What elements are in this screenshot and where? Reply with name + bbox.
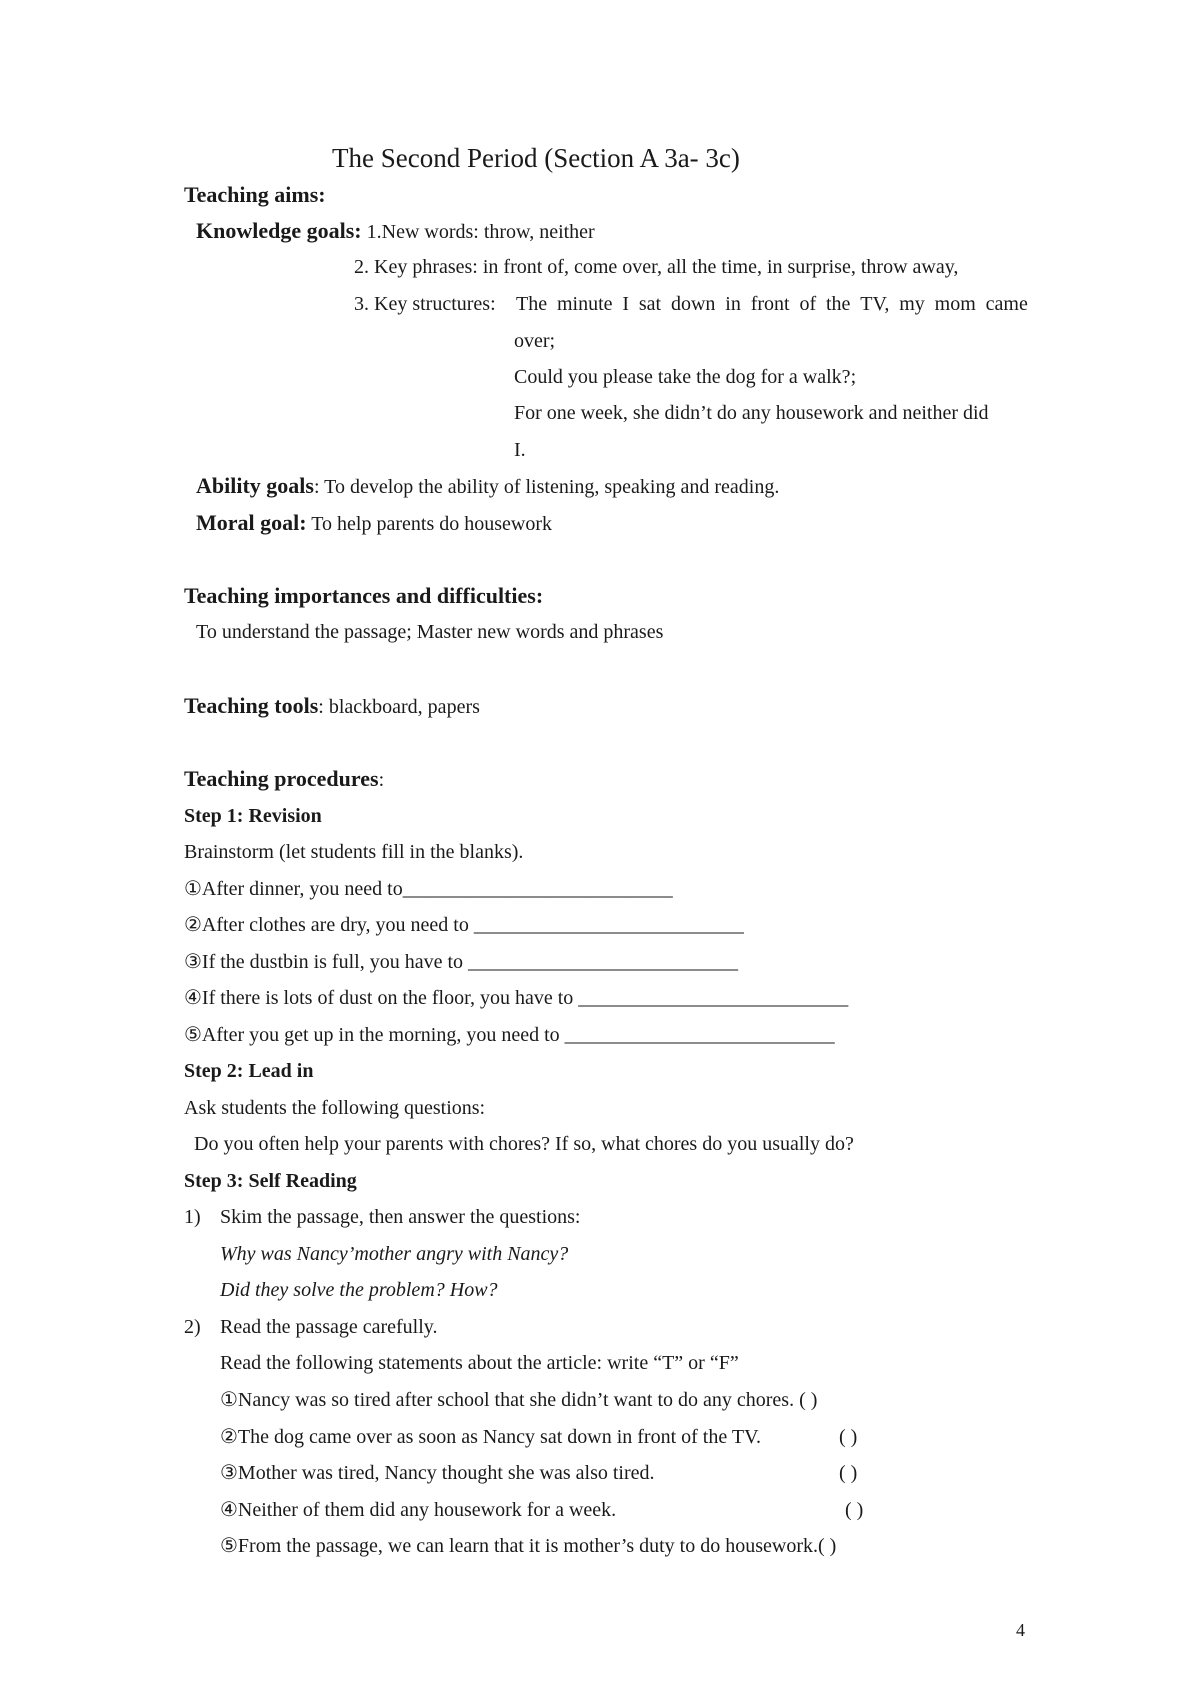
step3-question-2: Did they solve the problem? How? bbox=[220, 1279, 498, 1301]
statement-1 bbox=[220, 1388, 817, 1412]
knowledge-goals-label: Knowledge goals: bbox=[196, 218, 362, 243]
moral-goal-text: To help parents do housework bbox=[311, 513, 553, 535]
step3-part1-num: 1) bbox=[184, 1206, 201, 1228]
step3-part2-num: 2) bbox=[184, 1316, 201, 1338]
key-structure-1-word: mom bbox=[934, 293, 976, 315]
step1-title: Step 1: Revision bbox=[184, 805, 322, 827]
step1-intro: Brainstorm (let students fill in the blanks). bbox=[184, 841, 524, 863]
teaching-tools-label: Teaching tools bbox=[184, 693, 319, 718]
importances-heading: Teaching importances and difficulties: bbox=[184, 583, 544, 608]
statement-5 bbox=[220, 1534, 836, 1558]
key-structure-1-word: sat bbox=[638, 293, 662, 315]
ability-goals-label: Ability goals bbox=[196, 473, 314, 498]
importances-text: To understand the passage; Master new words and phrases bbox=[196, 621, 664, 643]
key-structure-1-word: I bbox=[622, 293, 630, 315]
key-structure-1-word: the bbox=[825, 293, 851, 315]
key-structure-1-word: my bbox=[899, 293, 925, 315]
page-title: The Second Period (Section A 3a- 3c) bbox=[332, 143, 740, 173]
step2-title: Step 2: Lead in bbox=[184, 1060, 314, 1082]
teaching-aims-heading: Teaching aims: bbox=[184, 182, 326, 207]
procedures-heading-line bbox=[184, 767, 384, 792]
statement-2 bbox=[220, 1425, 761, 1449]
procedures-colon: : bbox=[378, 769, 385, 791]
key-structure-1-word: minute bbox=[556, 293, 613, 315]
teaching-tools-line bbox=[184, 694, 480, 719]
teaching-tools-text: : blackboard, papers bbox=[318, 696, 480, 718]
statement-5-answer-blank: ( ) bbox=[818, 1535, 837, 1557]
moral-goal-label: Moral goal: bbox=[196, 510, 307, 535]
step1-item-1: ①After dinner, you need to___________________________ bbox=[184, 878, 673, 900]
step2-intro: Ask students the following questions: bbox=[184, 1097, 486, 1119]
key-structure-3-cont: I. bbox=[514, 439, 526, 461]
step3-question-1: Why was Nancy’mother angry with Nancy? bbox=[220, 1243, 569, 1265]
key-structure-1-word: came bbox=[985, 293, 1028, 315]
knowledge-goal-2: 2. Key phrases: in front of, come over, all the time, in surprise, throw away, bbox=[354, 256, 959, 278]
statement-3 bbox=[220, 1461, 655, 1485]
key-structure-3: For one week, she didn’t do any housework and neither did bbox=[514, 402, 989, 424]
step3-title: Step 3: Self Reading bbox=[184, 1170, 357, 1192]
step3-part2-text: Read the passage carefully. bbox=[220, 1316, 438, 1338]
moral-goal-line bbox=[196, 511, 552, 536]
statement-4 bbox=[220, 1498, 616, 1522]
statement-2-answer-blank: ( ) bbox=[839, 1426, 858, 1448]
key-structure-1 bbox=[516, 292, 1028, 316]
ability-goals-line bbox=[196, 474, 779, 499]
key-structure-1-word: down bbox=[670, 293, 716, 315]
statement-4-answer-blank: ( ) bbox=[845, 1499, 864, 1521]
statement-3-text: ③Mother was tired, Nancy thought she was also tired. bbox=[220, 1462, 655, 1484]
step1-item-5: ⑤After you get up in the morning, you need to ___________________________ bbox=[184, 1024, 835, 1046]
key-structure-2: Could you please take the dog for a walk?; bbox=[514, 366, 857, 388]
knowledge-goal-1: 1.New words: throw, neither bbox=[366, 221, 595, 243]
key-structure-1-word: in bbox=[725, 293, 741, 315]
step3-part2-instruction: Read the following statements about the article: write “T” or “F” bbox=[220, 1352, 739, 1374]
statement-2-text: ②The dog came over as soon as Nancy sat down in front of the TV. bbox=[220, 1426, 761, 1448]
statement-1-text: ①Nancy was so tired after school that she didn’t want to do any chores. bbox=[220, 1389, 795, 1411]
knowledge-goals-line bbox=[196, 219, 595, 244]
step3-part1-text: Skim the passage, then answer the questions: bbox=[220, 1206, 581, 1228]
step1-item-2: ②After clothes are dry, you need to ___________________________ bbox=[184, 914, 744, 936]
statement-1-answer-blank: ( ) bbox=[799, 1389, 818, 1411]
step1-item-3: ③If the dustbin is full, you have to ___________________________ bbox=[184, 951, 739, 973]
statement-3-answer-blank: ( ) bbox=[839, 1462, 858, 1484]
key-structure-1-word: front bbox=[750, 293, 790, 315]
statement-4-text: ④Neither of them did any housework for a week. bbox=[220, 1499, 617, 1521]
procedures-heading: Teaching procedures bbox=[184, 766, 379, 791]
ability-goals-text: : To develop the ability of listening, speaking and reading. bbox=[313, 476, 780, 498]
step2-question: Do you often help your parents with chores? If so, what chores do you usually do? bbox=[194, 1133, 854, 1155]
key-structure-1-word: of bbox=[799, 293, 817, 315]
page-number: 4 bbox=[1016, 1620, 1025, 1640]
key-structure-1-word: The bbox=[516, 293, 548, 315]
knowledge-goal-3-label: 3. Key structures: bbox=[354, 293, 496, 315]
key-structure-1-cont: over; bbox=[514, 330, 556, 352]
key-structure-1-word: TV, bbox=[860, 293, 890, 315]
step1-item-4: ④If there is lots of dust on the floor, you have to ___________________________ bbox=[184, 987, 849, 1009]
statement-5-text: ⑤From the passage, we can learn that it is mother’s duty to do housework. bbox=[220, 1535, 818, 1557]
